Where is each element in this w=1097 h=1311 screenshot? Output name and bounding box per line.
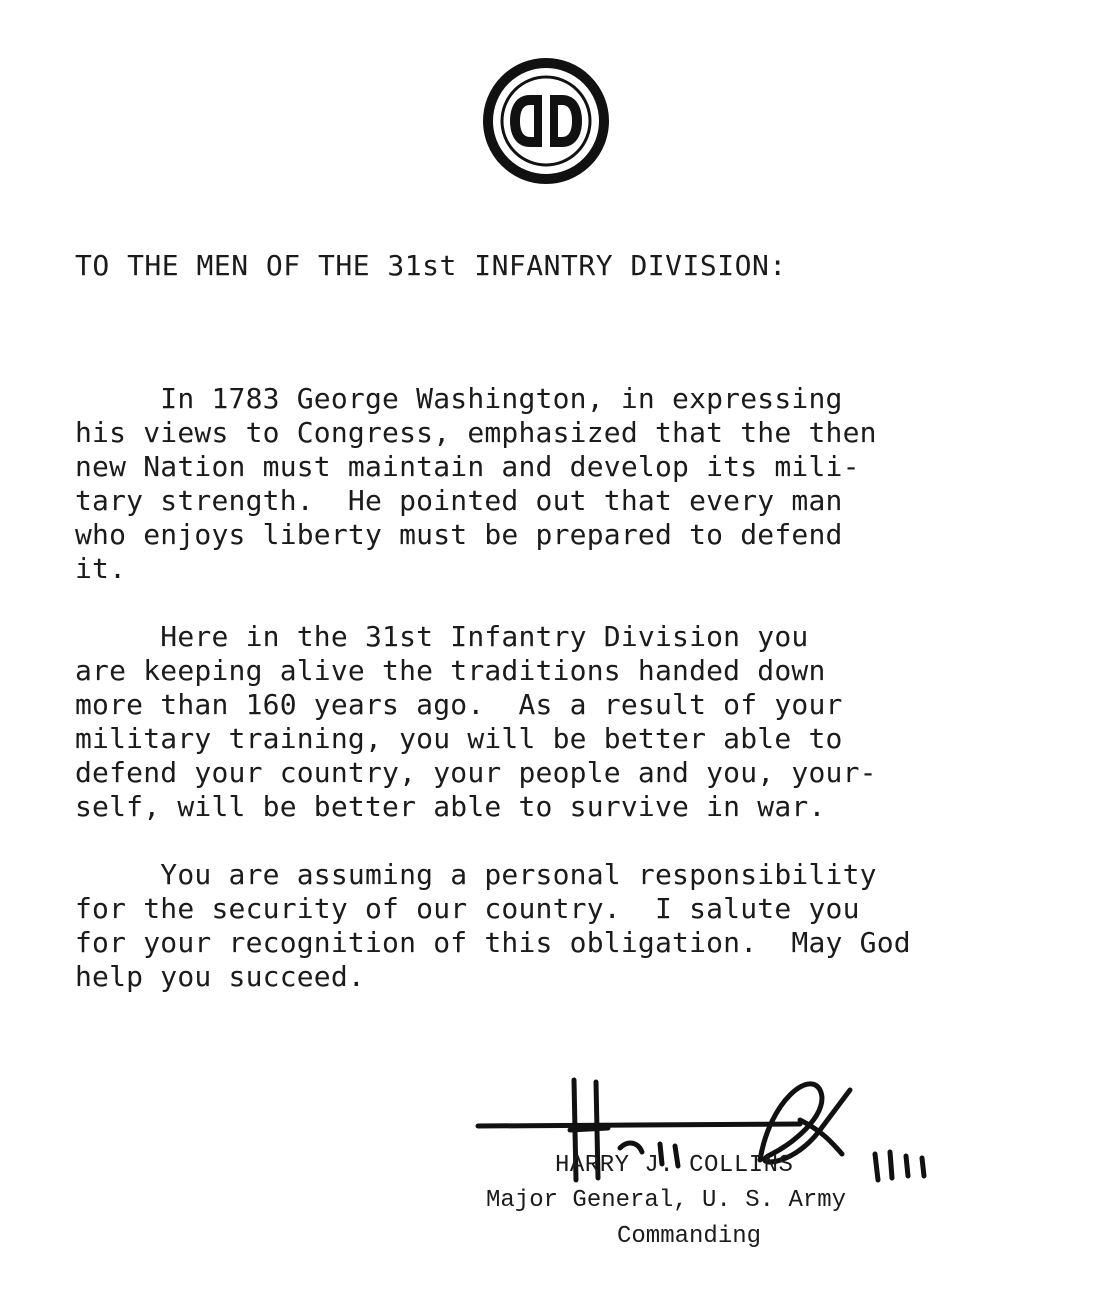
body-line: defend your country, your people and you, your- bbox=[75, 756, 877, 789]
body-line: In 1783 George Washington, in expressing bbox=[75, 382, 843, 415]
body-line: are keeping alive the traditions handed down bbox=[75, 654, 826, 687]
body-line: new Nation must maintain and develop its mili- bbox=[75, 450, 860, 483]
body-line: You are assuming a personal responsibility bbox=[75, 858, 877, 891]
body-line: who enjoys liberty must be prepared to defend bbox=[75, 518, 843, 551]
salutation: TO THE MEN OF THE 31st INFANTRY DIVISION: bbox=[75, 249, 787, 282]
body-line: for the security of our country. I salute you bbox=[75, 892, 860, 925]
signature-block bbox=[470, 1060, 990, 1280]
signatory-title: Major General, U. S. Army bbox=[486, 1187, 847, 1214]
body-line: for your recognition of this obligation. May God bbox=[75, 926, 911, 959]
body-line: more than 160 years ago. As a result of your bbox=[75, 688, 843, 721]
body-line: military training, you will be better able to bbox=[75, 722, 843, 755]
body-line: tary strength. He pointed out that every man bbox=[75, 484, 843, 517]
body-line: his views to Congress, emphasized that the then bbox=[75, 416, 877, 449]
signatory-role: Commanding bbox=[617, 1223, 762, 1250]
signatory-name: HARRY J. COLLINS bbox=[555, 1152, 794, 1179]
body-line: self, will be better able to survive in war. bbox=[75, 790, 826, 823]
body-line: it. bbox=[75, 552, 127, 585]
body-line: help you succeed. bbox=[75, 960, 365, 993]
body-line: Here in the 31st Infantry Division you bbox=[75, 620, 809, 653]
dd-insignia-icon bbox=[482, 57, 610, 185]
